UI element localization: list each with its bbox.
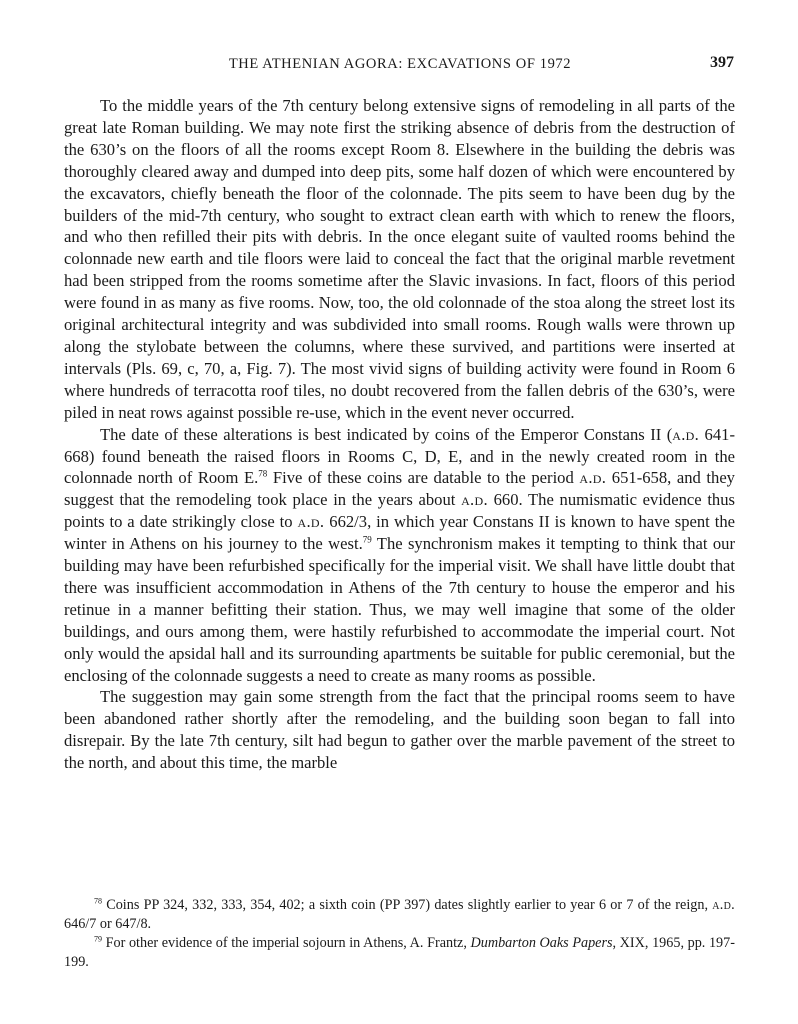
era-abbrev: a.d.: [297, 512, 325, 532]
running-title: THE ATHENIAN AGORA: EXCAVATIONS OF 1972: [228, 56, 572, 72]
era-abbrev: a.d.: [579, 468, 607, 488]
paragraph-abandonment: The suggestion may gain some strength from the fact that the principal rooms seem to have been abandoned rather shortly after the remodeling, and the building soon began to fall into disrepair. By the late 7th century, silt had begun to gather over the marble pavement of the street to the north, and about this time, the marble: [64, 687, 735, 773]
footnotes: [64, 896, 735, 972]
footnote-78: [64, 896, 735, 934]
era-abbrev: a.d.: [672, 424, 700, 444]
text-run: The date of these alterations is best indicated by coins of the Emperor Constans II (: [100, 424, 673, 444]
body-text: [64, 95, 735, 774]
footnote-marker: 79: [94, 934, 102, 944]
journal-title: Dumbarton Oaks Papers: [470, 935, 613, 951]
footnote-ref-78[interactable]: 78: [258, 468, 268, 479]
text-run: Coins PP 324, 332, 333, 354, 402; a sixth coin (PP 397) dates slightly earlier to year 6 or 7 of the reign,: [102, 897, 713, 913]
page-number: 397: [710, 54, 734, 71]
text-run: , XIX, 1965, pp. 197-199.: [64, 935, 735, 970]
paragraph-dating: [64, 424, 735, 687]
text-run: 646/7 or 647/8.: [64, 916, 152, 932]
running-head: [66, 52, 734, 76]
text-run: Five of these coins are datable to the period: [267, 468, 580, 488]
text-run: 660. The numismatic evidence thus points to a date strikingly close to: [64, 490, 735, 532]
era-abbrev: a.d.: [461, 490, 488, 510]
text-run: 641-668) found beneath the raised floors in Rooms C, D, E, and in the newly created room in the colonnade north of Room E.: [64, 424, 735, 488]
footnote-ref-79[interactable]: 79: [362, 534, 372, 545]
text-run: 651-658, and they suggest that the remodeling took place in the years about: [64, 468, 735, 510]
text-run: 662/3, in which year Constans II is known to have spent the winter in Athens on his journey to the west.: [64, 512, 735, 554]
text-run: The synchronism makes it tempting to think that our building may have been refurbished specifically for the imperial visit. We shall have little doubt that there was insufficient accommodation in Athens of the 7th century to house the emperor and his retinue in a manner befitting their station. Thus, we may well imagine that some of the older buildings, and ours among them, were hastily refurbished to accommodate the imperial court. Not only would the apsidal hall and its surrounding apartments be suitable for public ceremonial, but the enclosing of the colonnade suggests a need to create as many rooms as possible.: [64, 534, 735, 685]
footnote-marker: 78: [94, 896, 102, 906]
text-run: For other evidence of the imperial sojourn in Athens, A. Frantz,: [102, 935, 471, 951]
paragraph-remodeling: To the middle years of the 7th century belong extensive signs of remodeling in all parts of the great late Roman building. We may note first the striking absence of debris from the destruction of the 630’s on the floors of all the rooms except Room 8. Elsewhere in the building the debris was thoroughly cleared away and dumped into deep pits, some half dozen of which were encountered by the excavators, chiefly beneath the floor of the colonnade. The pits seem to have been dug by the builders of the mid-7th century, who sought to extract clean earth with which to renew the floors, and who then refilled their pits with debris. In the once elegant suite of vaulted rooms behind the colonnade new earth and tile floors were laid to conceal the fact that the original marble revetment had been stripped from the rooms sometime after the Slavic invasions. In fact, floors of this period were found in as many as five rooms. Now, too, the old colonnade of the stoa along the street lost its original architectural integrity and was subdivided into small rooms. Rough walls were thrown up along the stylobate between the columns, where these survived, and partitions were inserted at intervals (Pls. 69, c, 70, a, Fig. 7). The most vivid signs of building activity were found in Room 6 where hundreds of terracotta roof tiles, no doubt recovered from the fallen debris of the 630’s, were piled in neat rows against possible re-use, which in the event never occurred.: [64, 96, 735, 422]
era-abbrev: a.d.: [712, 897, 735, 913]
footnote-79: [64, 934, 735, 972]
